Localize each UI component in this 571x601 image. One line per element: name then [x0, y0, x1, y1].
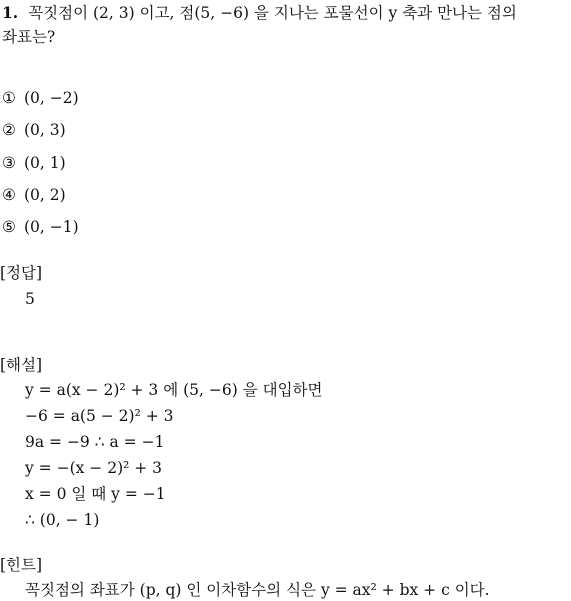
choice-3-text: (0, 1) — [24, 154, 66, 172]
answer-label: [정답] — [0, 264, 43, 282]
choice-3[interactable] — [2, 153, 66, 173]
choice-5-text: (0, −1) — [24, 218, 79, 236]
question-text: 꼭짓점이 (2, 3) 이고, 점(5, −6) 을 지나는 포물선이 y 축과 만나는 점의 — [28, 4, 517, 22]
solution-line-1: y = a(x − 2)² + 3 에 (5, −6) 을 대입하면 — [25, 381, 323, 399]
question-number: 1. — [2, 3, 19, 22]
question-text-continued: 좌표는? — [2, 28, 56, 46]
solution-line-3: 9a = −9 ∴ a = −1 — [25, 433, 165, 451]
hint-label: [힌트] — [0, 556, 43, 574]
choice-3-mark: ③ — [2, 154, 16, 172]
choice-2[interactable] — [2, 120, 66, 140]
choice-2-mark: ② — [2, 121, 16, 139]
solution-line-5: x = 0 일 때 y = −1 — [25, 485, 166, 503]
solution-line-2: −6 = a(5 − 2)² + 3 — [25, 407, 174, 425]
choice-5[interactable] — [2, 217, 79, 237]
choice-4-mark: ④ — [2, 186, 16, 204]
answer-value: 5 — [25, 290, 35, 308]
choice-5-mark: ⑤ — [2, 218, 16, 236]
solution-line-6: ∴ (0, − 1) — [25, 511, 100, 529]
choice-4-text: (0, 2) — [24, 186, 66, 204]
solution-line-4: y = −(x − 2)² + 3 — [25, 459, 163, 477]
choice-4[interactable] — [2, 185, 66, 205]
choice-2-text: (0, 3) — [24, 121, 66, 139]
question-line-2 — [2, 27, 55, 47]
solution-label: [해설] — [0, 356, 43, 374]
hint-text: 꼭짓점의 좌표가 (p, q) 인 이차함수의 식은 y = ax² + bx + c 이다. — [25, 581, 490, 599]
choice-1-text: (0, −2) — [24, 89, 79, 107]
question-line-1 — [2, 3, 517, 23]
choice-1[interactable] — [2, 88, 79, 108]
choice-1-mark: ① — [2, 89, 16, 107]
